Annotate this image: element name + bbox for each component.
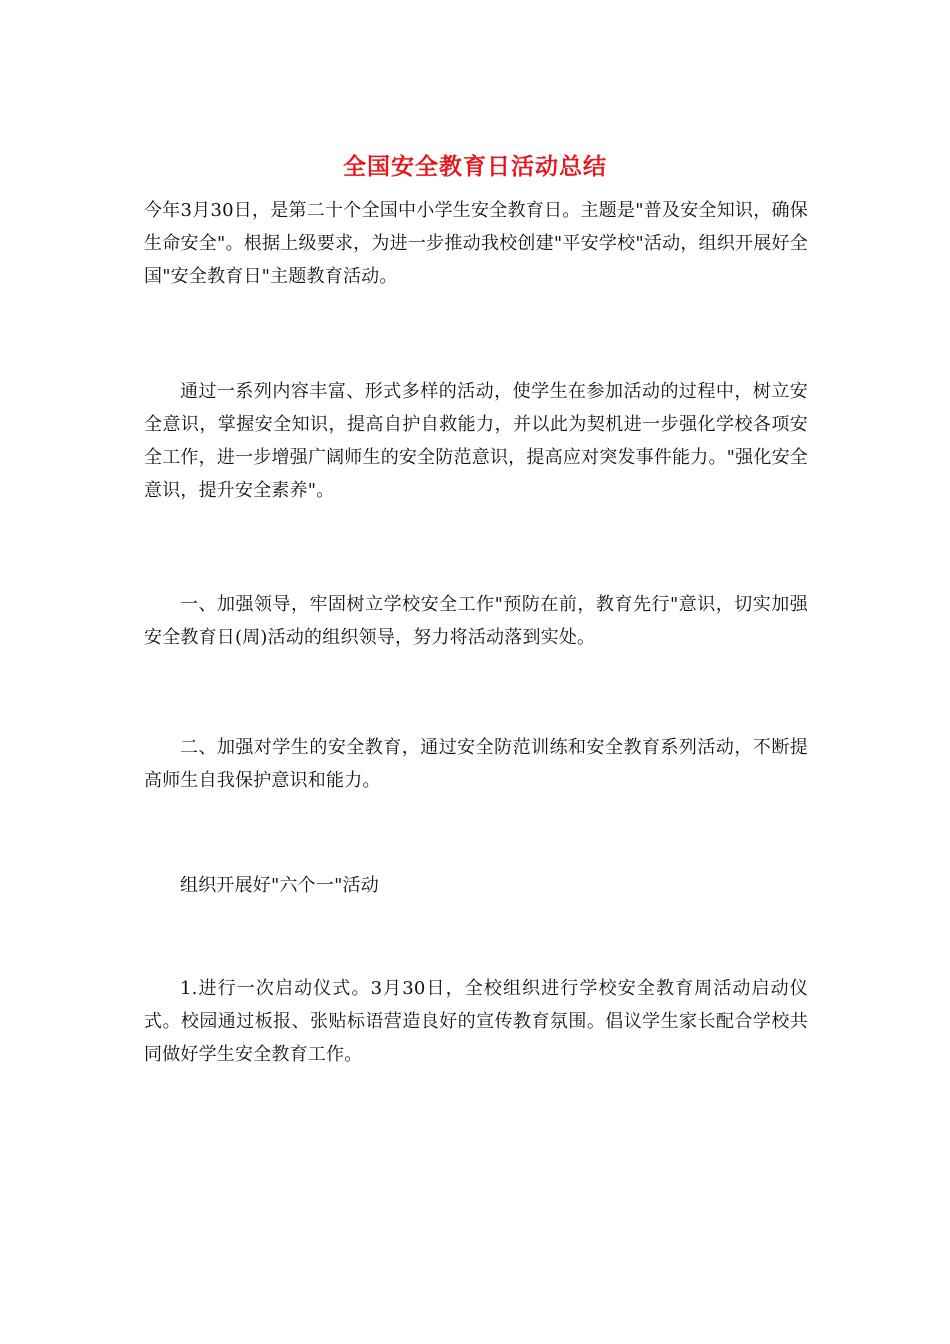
paragraph-goals: 通过一系列内容丰富、形式多样的活动，使学生在参加活动的过程中，树立安全意识，掌握安全知识，提高自护自救能力，并以此为契机进一步强化学校各项安全工作，进一步增强广阔师生的安全防范意识，提高应对突发事件能力。"强化安全意识，提升安全素养"。	[144, 381, 808, 501]
paragraph-intro: 今年3月30日，是第二十个全国中小学生安全教育日。主题是"普及安全知识，确保生命安全"。根据上级要求，为进一步推动我校创建"平安学校"活动，组织开展好全国"安全教育日"主题教育活动。	[144, 200, 808, 287]
document-title: 全国安全教育日活动总结	[343, 154, 607, 180]
paragraph-six-activities-heading: 组织开展好"六个一"活动	[180, 875, 379, 896]
paragraph-student-education: 二、加强对学生的安全教育，通过安全防范训练和安全教育系列活动，不断提高师生自我保护意识和能力。	[144, 737, 808, 791]
paragraph-leadership: 一、加强领导，牢固树立学校安全工作"预防在前，教育先行"意识，切实加强安全教育日(周)活动的组织领导，努力将活动落到实处。	[144, 594, 808, 648]
paragraph-launch-ceremony: 1.进行一次启动仪式。3月30日，全校组织进行学校安全教育周活动启动仪式。校园通过板报、张贴标语营造良好的宣传教育氛围。倡议学生家长配合学校共同做好学生安全教育工作。	[144, 978, 808, 1065]
